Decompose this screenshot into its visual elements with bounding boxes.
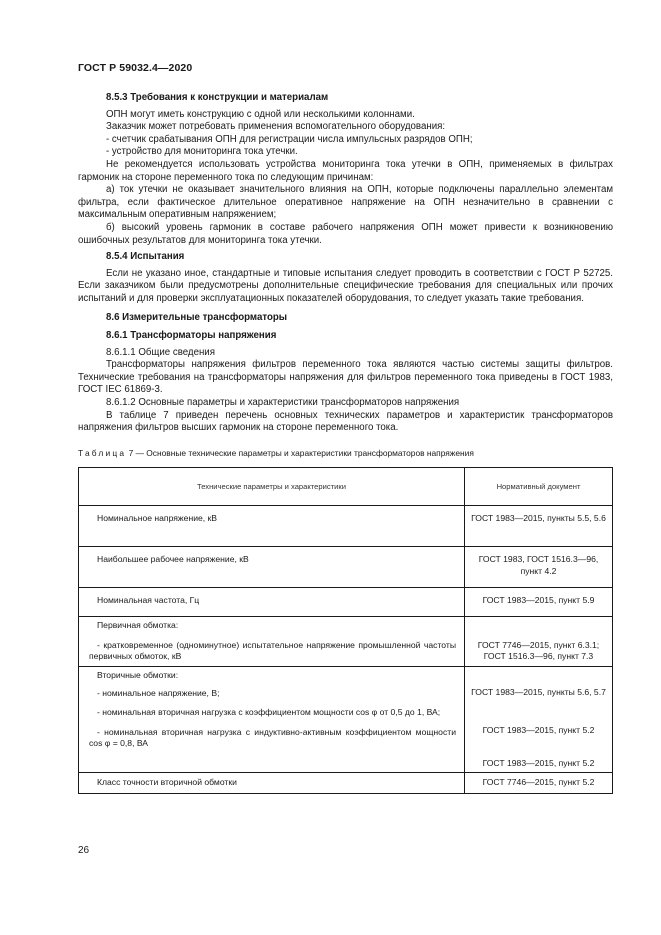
table-caption-text: 7 — Основные технические параметры и характеристики трансформаторов напряжения	[128, 447, 474, 458]
document-cell: ГОСТ 7746—2015, пункт 5.2	[465, 773, 613, 794]
document-cell: ГОСТ 1983—2015, пункт 5.2	[482, 757, 595, 768]
table-row	[79, 506, 613, 547]
table-row	[79, 666, 613, 772]
parameter-cell: Наибольшее рабочее напряжение, кВ	[97, 554, 249, 565]
column-header-document: Нормативный документ	[465, 468, 613, 506]
parameters-table	[78, 467, 613, 794]
document-cell: ГОСТ 1983—2015, пункт 5.2	[482, 724, 595, 735]
page-number: 26	[78, 845, 90, 856]
parameter-cell: Класс точности вторичной обмотки	[97, 777, 237, 788]
paragraph: Не рекомендуется использовать устройства мониторинга тока утечки в ОПН, применяемых в фильтрах гармоник на стороне переменного тока по следующим причинам:	[78, 158, 613, 183]
parameter-cell: - номинальное напряжение, В;	[97, 688, 220, 699]
table-header-row	[79, 468, 613, 506]
paragraph: Заказчик может потребовать применения вспомогательного оборудования:	[106, 121, 446, 133]
parameter-cell: - номинальная вторичная нагрузка с индуктивно-активным коэффициентом мощности cos φ = 0,8, ВА	[89, 726, 456, 749]
document-code-header: ГОСТ Р 59032.4—2020	[78, 62, 193, 74]
page-content	[78, 92, 613, 794]
list-item: - счетчик срабатывания ОПН для регистрации числа импульсных разрядов ОПН;	[106, 133, 473, 145]
paragraph: В таблице 7 приведен перечень основных технических параметров и характеристик трансформаторов напряжения фильтров высших гармоник на стороне переменного тока.	[78, 409, 613, 434]
section-8-5-4-title: 8.5.4 Испытания	[106, 251, 185, 263]
list-item: а) ток утечки не оказывает значительного влияния на ОПН, которые подключены параллельно элементам фильтра, если фактическое длительное оперативное напряжение на ОПН незначительно в сравнении с максимальным оперативным напряжением;	[78, 184, 613, 221]
table-row	[79, 588, 613, 617]
document-cell: ГОСТ 1983—2015, пункт 5.9	[465, 588, 613, 617]
section-8-6-1-title: 8.6.1 Трансформаторы напряжения	[106, 330, 277, 342]
parameter-cell: Номинальная частота, Гц	[97, 595, 200, 606]
paragraph: Трансформаторы напряжения фильтров переменного тока являются частью системы защиты фильтров. Технические требования на трансформаторы напряжения для фильтров переменного тока приведены в ГОСТ 1983, ГОСТ IEC 61869-3.	[78, 359, 613, 396]
section-8-6-title: 8.6 Измерительные трансформаторы	[106, 311, 288, 323]
parameter-cell: - кратковременное (одноминутное) испытательное напряжение промышленной частоты первичных обмоток, кВ	[89, 639, 456, 662]
parameter-cell: Номинальное напряжение, кВ	[97, 513, 218, 524]
document-cell: ГОСТ 1983, ГОСТ 1516.3—96, пункт 4.2	[465, 547, 613, 588]
document-cell: ГОСТ 7746—2015, пункт 6.3.1; ГОСТ 1516.3—96, пункт 7.3	[465, 617, 613, 666]
list-item: б) высокий уровень гармоник в составе рабочего напряжения ОПН может привести к возникновению ошибочных результатов для мониторинга тока утечки.	[78, 221, 613, 246]
table-caption-label: Таблица	[78, 447, 127, 458]
column-header-parameters: Технические параметры и характеристики	[79, 468, 465, 506]
group-label: Вторичные обмотки:	[97, 669, 179, 680]
parameter-cell: - номинальная вторичная нагрузка с коэффициентом мощности cos φ от 0,5 до 1, ВА;	[97, 707, 441, 718]
subsection-title: 8.6.1.2 Основные параметры и характеристики трансформаторов напряжения	[106, 397, 460, 409]
group-label: Первичная обмотка:	[97, 620, 179, 631]
table-caption	[78, 447, 613, 460]
list-item: - устройство для мониторинга тока утечки.	[106, 146, 298, 158]
paragraph: Если не указано иное, стандартные и типовые испытания следует проводить в соответствии с ГОСТ Р 52725. Если заказчиком были предусмотрены дополнительные специфические требования для специальных или прочих испытаний и для проверки эксплуатационных показателей оборудования, то следует указать такие требования.	[78, 267, 613, 304]
document-cell: ГОСТ 1983—2015, пункты 5.5, 5.6	[465, 506, 613, 547]
subsection-title: 8.6.1.1 Общие сведения	[106, 346, 215, 358]
section-8-5-3-title: 8.5.3 Требования к конструкции и материалам	[106, 92, 329, 103]
table-row	[79, 547, 613, 588]
table-row	[79, 617, 613, 666]
document-cell: ГОСТ 1983—2015, пункты 5.6, 5.7	[471, 686, 606, 697]
table-row	[79, 773, 613, 794]
paragraph: ОПН могут иметь конструкцию с одной или несколькими колоннами.	[106, 108, 415, 120]
